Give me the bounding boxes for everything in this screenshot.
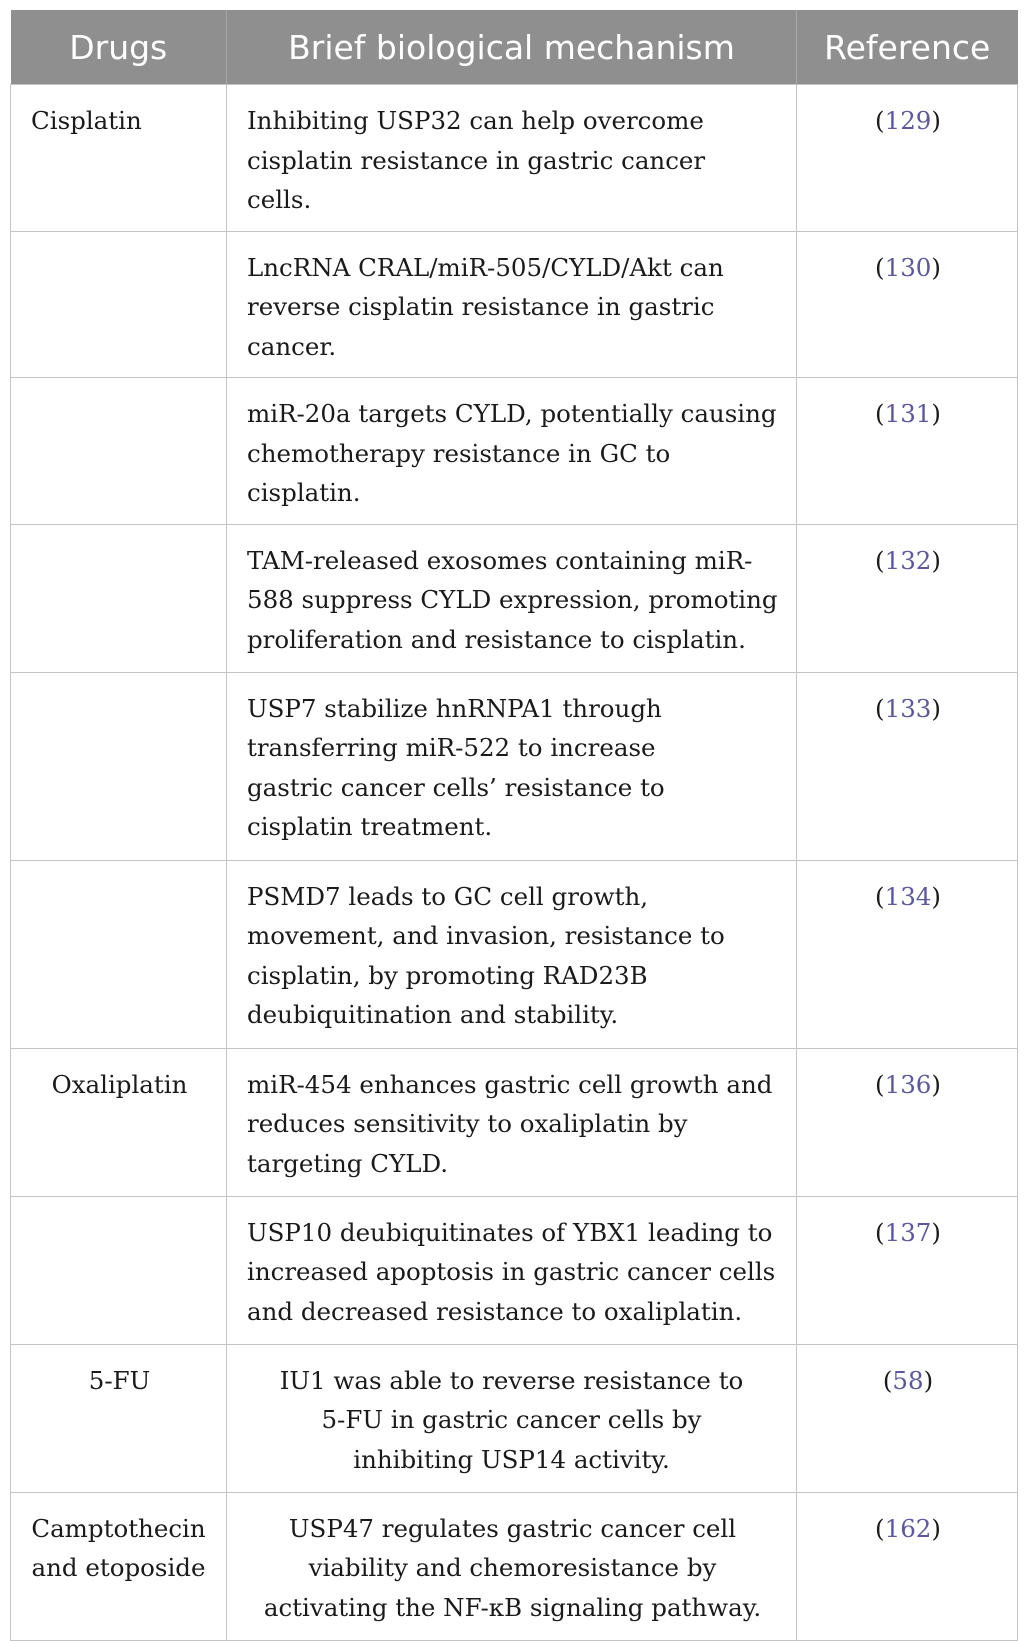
header-row xyxy=(11,10,1018,85)
mechanism-cell: Inhibiting USP32 can help overcome cisplatin resistance in gastric cancer cells. xyxy=(227,85,797,232)
reference-link[interactable]: 136 xyxy=(884,1069,932,1099)
drug-cell xyxy=(11,672,227,860)
drug-cell: Camptothecin and etoposide xyxy=(11,1492,227,1640)
mechanism-cell: IU1 was able to reverse resistance to 5-FU in gastric cancer cells by inhibiting USP14 activity. xyxy=(227,1344,797,1492)
drug-cell: 5-FU xyxy=(11,1344,227,1492)
table-row xyxy=(11,231,1018,378)
header-mechanism: Brief biological mechanism xyxy=(227,10,797,85)
reference-cell: (129) xyxy=(797,85,1018,232)
drug-cell xyxy=(11,860,227,1048)
table-row xyxy=(11,524,1018,672)
mechanism-cell: LncRNA CRAL/miR-505/CYLD/Akt can reverse cisplatin resistance in gastric cancer. xyxy=(227,231,797,378)
mechanism-cell: USP10 deubiquitinates of YBX1 leading to increased apoptosis in gastric cancer cells and decreased resistance to oxaliplatin. xyxy=(227,1196,797,1344)
reference-cell: (134) xyxy=(797,860,1018,1048)
drug-cell xyxy=(11,378,227,525)
mechanism-cell: miR-20a targets CYLD, potentially causing chemotherapy resistance in GC to cisplatin. xyxy=(227,378,797,525)
table-row xyxy=(11,860,1018,1048)
drug-cell xyxy=(11,1196,227,1344)
reference-cell: (136) xyxy=(797,1048,1018,1196)
reference-cell: (133) xyxy=(797,672,1018,860)
reference-link[interactable]: 162 xyxy=(884,1513,932,1543)
mechanism-cell: PSMD7 leads to GC cell growth, movement, and invasion, resistance to cisplatin, by promoting RAD23B deubiquitination and stability. xyxy=(227,860,797,1048)
drug-cell xyxy=(11,231,227,378)
header-drugs: Drugs xyxy=(11,10,227,85)
reference-link[interactable]: 134 xyxy=(884,881,932,911)
table-row xyxy=(11,1196,1018,1344)
mechanism-cell: USP7 stabilize hnRNPA1 through transferring miR-522 to increase gastric cancer cells’ resistance to cisplatin treatment. xyxy=(227,672,797,860)
table-row xyxy=(11,672,1018,860)
drug-cell: Oxaliplatin xyxy=(11,1048,227,1196)
mechanism-cell: miR-454 enhances gastric cell growth and reduces sensitivity to oxaliplatin by targeting CYLD. xyxy=(227,1048,797,1196)
reference-cell: (132) xyxy=(797,524,1018,672)
table-row xyxy=(11,85,1018,232)
reference-link[interactable]: 137 xyxy=(884,1217,932,1247)
table-row xyxy=(11,378,1018,525)
reference-link[interactable]: 129 xyxy=(884,106,932,135)
reference-cell: (130) xyxy=(797,231,1018,378)
table-row xyxy=(11,1048,1018,1196)
reference-link[interactable]: 133 xyxy=(884,693,932,723)
drug-cell: Cisplatin xyxy=(11,85,227,232)
mechanism-cell: USP47 regulates gastric cancer cell viability and chemoresistance by activating the NF-κB signaling pathway. xyxy=(227,1492,797,1640)
reference-cell: (131) xyxy=(797,378,1018,525)
reference-link[interactable]: 131 xyxy=(884,399,932,428)
mechanism-cell: TAM-released exosomes containing miR-588 suppress CYLD expression, promoting proliferation and resistance to cisplatin. xyxy=(227,524,797,672)
reference-link[interactable]: 132 xyxy=(884,545,932,575)
reference-cell: (162) xyxy=(797,1492,1018,1640)
drug-mechanism-table xyxy=(10,10,1018,1641)
reference-cell: (58) xyxy=(797,1344,1018,1492)
reference-link[interactable]: 130 xyxy=(884,252,932,282)
table-row xyxy=(11,1492,1018,1640)
header-reference: Reference xyxy=(797,10,1018,85)
drug-cell xyxy=(11,524,227,672)
table-row xyxy=(11,1344,1018,1492)
reference-cell: (137) xyxy=(797,1196,1018,1344)
reference-link[interactable]: 58 xyxy=(892,1365,924,1395)
